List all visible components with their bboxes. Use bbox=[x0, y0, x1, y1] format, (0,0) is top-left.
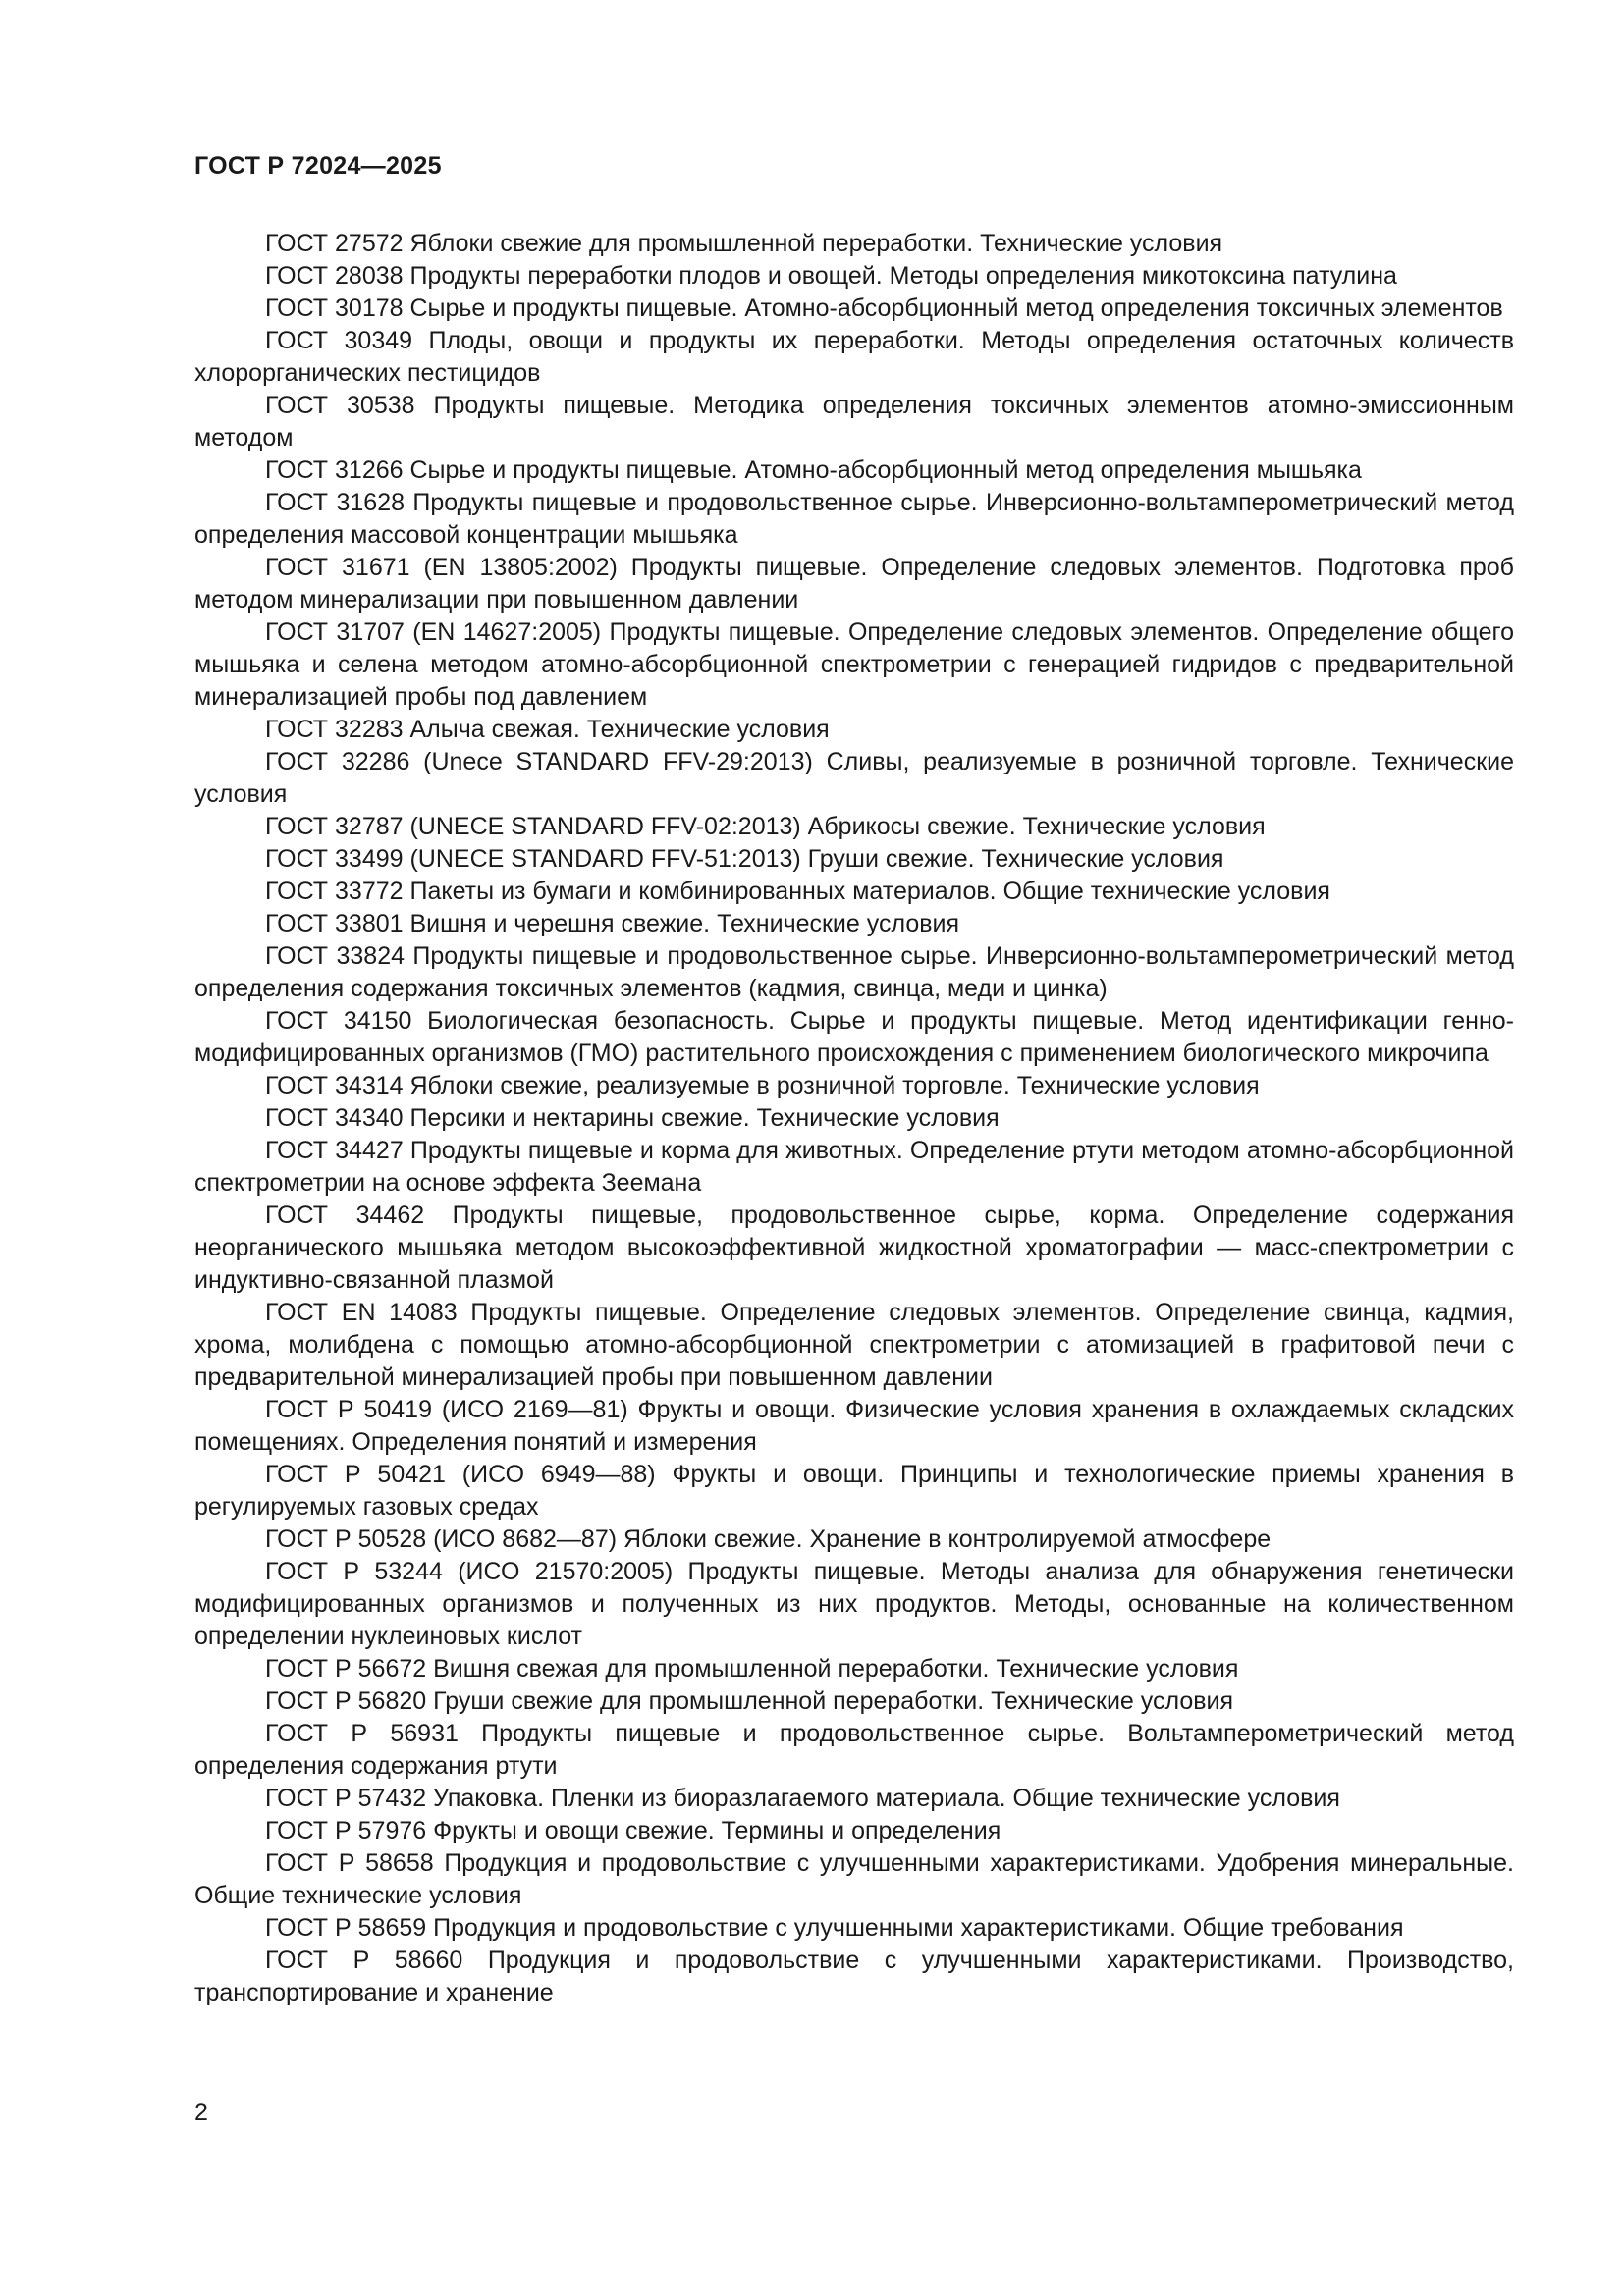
list-item: ГОСТ 28038 Продукты переработки плодов и овощей. Методы определения микотоксина патулина bbox=[265, 262, 1397, 290]
list-item: ГОСТ Р 58660 Продукция и продовольствие с улучшенными характеристиками. Производство, транспортирование и хранение bbox=[194, 1947, 1514, 2006]
list-item: ГОСТ 32286 (Unece STANDARD FFV-29:2013) Сливы, реализуемые в розничной торговле. Технические условия bbox=[194, 748, 1514, 808]
list-item: ГОСТ 34462 Продукты пищевые, продовольственное сырье, корма. Определение содержания неорганического мышьяка методом высокоэффективной жидкостной хроматографии — масс-спектрометрии с индуктивно-связанной плазмой bbox=[194, 1201, 1514, 1294]
list-item: ГОСТ 34314 Яблоки свежие, реализуемые в розничной торговле. Технические условия bbox=[265, 1072, 1260, 1099]
list-item: ГОСТ Р 57976 Фрукты и овощи свежие. Термины и определения bbox=[265, 1817, 1001, 1844]
list-item: ГОСТ 34150 Биологическая безопасность. Сырье и продукты пищевые. Метод идентификации генно-модифицированных организмов (ГМО) растительного происхождения с применением биологического микрочипа bbox=[194, 1007, 1514, 1067]
list-item: ГОСТ Р 56931 Продукты пищевые и продовольственное сырье. Вольтамперометрический метод определения содержания ртути bbox=[194, 1720, 1514, 1780]
list-item: ГОСТ Р 56672 Вишня свежая для промышленной переработки. Технические условия bbox=[265, 1655, 1239, 1682]
list-item: ГОСТ Р 58659 Продукция и продовольствие с улучшенными характеристиками. Общие требования bbox=[265, 1914, 1404, 1942]
list-item: ГОСТ Р 53244 (ИСО 21570:2005) Продукты пищевые. Методы анализа для обнаружения генетически модифицированных организмов и полученных из них продуктов. Методы, основанные на количественном определении нуклеиновых кислот bbox=[194, 1558, 1514, 1650]
list-item: ГОСТ 33772 Пакеты из бумаги и комбинированных материалов. Общие технические условия bbox=[265, 878, 1330, 905]
list-item: ГОСТ Р 50421 (ИСО 6949—88) Фрукты и овощи. Принципы и технологические приемы хранения в регулируемых газовых средах bbox=[194, 1461, 1514, 1521]
list-item: ГОСТ 27572 Яблоки свежие для промышленной переработки. Технические условия bbox=[265, 230, 1223, 257]
list-item: ГОСТ 30349 Плоды, овощи и продукты их переработки. Методы определения остаточных количеств хлорорганических пестицидов bbox=[194, 327, 1514, 387]
list-item: ГОСТ 34427 Продукты пищевые и корма для животных. Определение ртути методом атомно-абсорбционной спектрометрии на основе эффекта Зеемана bbox=[194, 1137, 1514, 1197]
list-item: ГОСТ 33824 Продукты пищевые и продовольственное сырье. Инверсионно-вольтамперометрический метод определения содержания токсичных элементов (кадмия, свинца, меди и цинка) bbox=[194, 942, 1514, 1002]
list-item: ГОСТ 31671 (EN 13805:2002) Продукты пищевые. Определение следовых элементов. Подготовка проб методом минерализации при повышенном давлении bbox=[194, 554, 1514, 614]
list-item: ГОСТ 33499 (UNECE STANDARD FFV-51:2013) Груши свежие. Технические условия bbox=[265, 845, 1224, 873]
list-item: ГОСТ 33801 Вишня и черешня свежие. Технические условия bbox=[265, 910, 960, 937]
list-item: ГОСТ 30538 Продукты пищевые. Методика определения токсичных элементов атомно-эмиссионным методом bbox=[194, 392, 1514, 452]
document-header: ГОСТ Р 72024—2025 bbox=[194, 152, 442, 180]
list-item: ГОСТ EN 14083 Продукты пищевые. Определение следовых элементов. Определение свинца, кадмия, хрома, молибдена с помощью атомно-абсорбционной спектрометрии с атомизацией в графитовой печи с предварительной минерализацией пробы при повышенном давлении bbox=[194, 1299, 1514, 1391]
list-item: ГОСТ 32787 (UNECE STANDARD FFV-02:2013) Абрикосы свежие. Технические условия bbox=[265, 813, 1266, 840]
list-item: ГОСТ 30178 Сырье и продукты пищевые. Атомно-абсорбционный метод определения токсичных элементов bbox=[265, 294, 1503, 322]
list-item: ГОСТ Р 57432 Упаковка. Пленки из биоразлагаемого материала. Общие технические условия bbox=[265, 1785, 1340, 1812]
list-item: ГОСТ Р 58658 Продукция и продовольствие с улучшенными характеристиками. Удобрения минеральные. Общие технические условия bbox=[194, 1849, 1514, 1909]
list-item: ГОСТ Р 50419 (ИСО 2169—81) Фрукты и овощи. Физические условия хранения в охлаждаемых складских помещениях. Определения понятий и измерения bbox=[194, 1396, 1514, 1456]
list-item: ГОСТ Р 56820 Груши свежие для промышленной переработки. Технические условия bbox=[265, 1687, 1234, 1715]
list-item: ГОСТ 31628 Продукты пищевые и продовольственное сырье. Инверсионно-вольтамперометрический метод определения массовой концентрации мышьяка bbox=[194, 489, 1514, 549]
list-item: ГОСТ 31266 Сырье и продукты пищевые. Атомно-абсорбционный метод определения мышьяка bbox=[265, 456, 1362, 484]
page-number: 2 bbox=[194, 2099, 208, 2126]
normative-references-list bbox=[194, 228, 1514, 2009]
list-item: ГОСТ Р 50528 (ИСО 8682—87) Яблоки свежие. Хранение в контролируемой атмосфере bbox=[265, 1525, 1272, 1553]
list-item: ГОСТ 32283 Алыча свежая. Технические условия bbox=[265, 716, 830, 743]
list-item: ГОСТ 31707 (EN 14627:2005) Продукты пищевые. Определение следовых элементов. Определение общего мышьяка и селена методом атомно-абсорбционной спектрометрии с генерацией гидридов с предварительной минерализацией пробы под давлением bbox=[194, 618, 1514, 711]
list-item: ГОСТ 34340 Персики и нектарины свежие. Технические условия bbox=[265, 1104, 1000, 1132]
